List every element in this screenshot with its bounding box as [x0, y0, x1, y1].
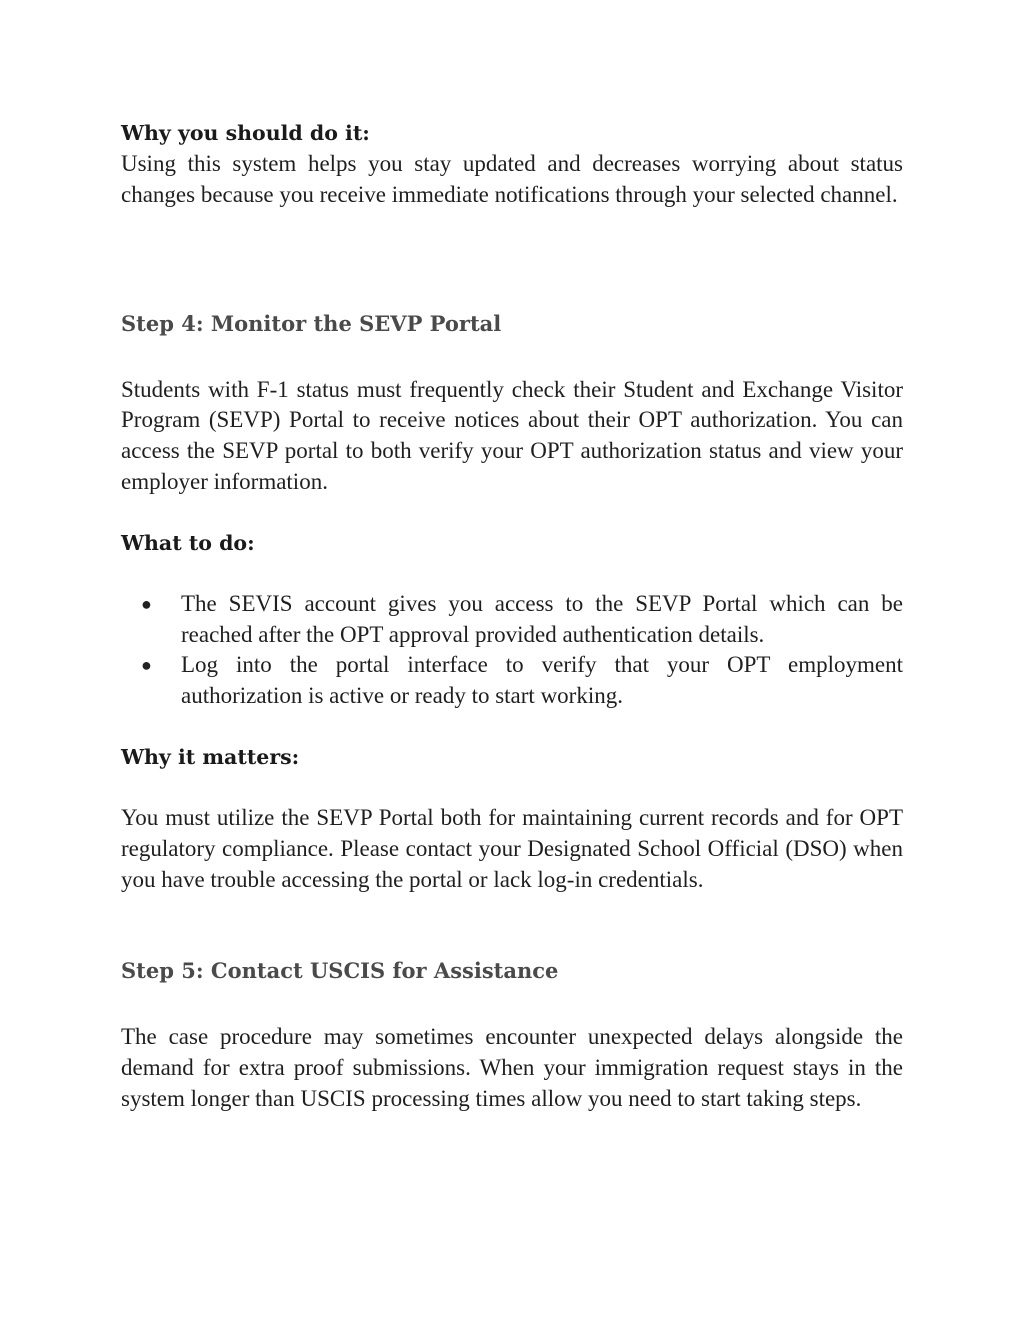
bullet-icon: ●: [141, 593, 152, 614]
why-matters-heading: Why it matters:: [121, 744, 300, 769]
step4-title: Step 4: Monitor the SEVP Portal: [121, 310, 502, 336]
why-do-it-body: Using this system helps you stay updated and decreases worrying about status changes because you receive immediate notifications through your selected channel.: [121, 151, 903, 207]
step4-intro: Students with F-1 status must frequently check their Student and Exchange Visitor Program (SEVP) Portal to receive notices about their OPT authorization. You can access the SEVP portal to both verify your OPT authorization status and view your employer information.: [121, 376, 903, 494]
step5-title: Step 5: Contact USCIS for Assistance: [121, 958, 559, 984]
step5-body: The case procedure may sometimes encounter unexpected delays alongside the demand for extra proof submissions. When your immigration request stays in the system longer than USCIS processing times allow you need to start taking steps.: [121, 1024, 903, 1111]
what-to-do-heading: What to do:: [121, 530, 255, 555]
list-item-text: Log into the portal interface to verify that your OPT employment authorization is active or ready to start working.: [181, 652, 903, 709]
bullet-icon: ●: [141, 655, 152, 676]
list-item: [121, 650, 903, 712]
what-to-do-list: [121, 589, 903, 712]
why-do-it-heading: Why you should do it:: [121, 121, 370, 145]
list-item-text: The SEVIS account gives you access to the SEVP Portal which can be reached after the OPT approval provided authentication details.: [181, 590, 903, 647]
why-matters-body: You must utilize the SEVP Portal both for maintaining current records and for OPT regulatory compliance. Please contact your Designated School Official (DSO) when you have trouble accessing the portal or lack log-in credentials.: [121, 804, 903, 892]
document-page: [121, 118, 903, 1115]
list-item: [121, 589, 903, 651]
